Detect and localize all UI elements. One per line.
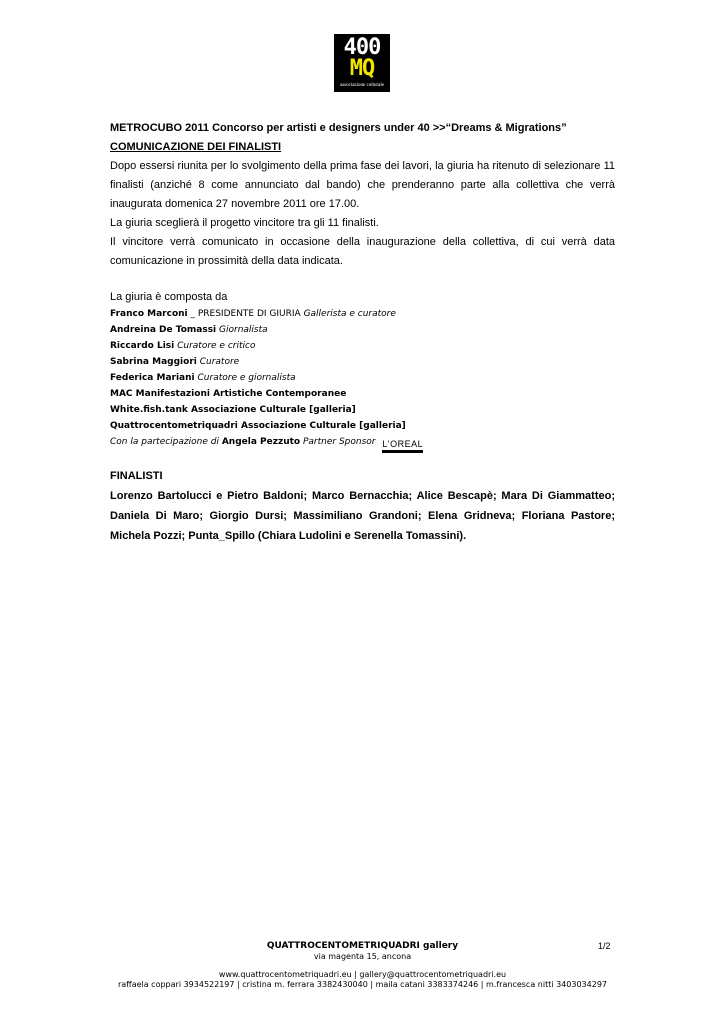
jury-member [110,370,615,386]
jury-member-name: Federica Mariani [110,373,195,383]
jury-member-role: Curatore e giornalista [197,373,296,383]
paragraph-winner-choice: La giuria sceglierà il progetto vincitore tra gli 11 finalisti. [110,217,379,229]
jury-member-extra: _ PRESIDENTE DI GIURIA [187,309,304,319]
jury-member-role: Giornalista [219,325,268,335]
partner-prefix: Con la partecipazione di [110,437,219,447]
document-title: METROCUBO 2011 Concorso per artisti e designers under 40 >>“Dreams & Migrations” [110,122,567,134]
jury-member [110,338,615,354]
jury-org: White.fish.tank Associazione Culturale [galleria] [110,405,356,415]
footer-address: via magenta 15, ancona [313,952,412,961]
logo-top-text: 400 [343,35,381,60]
jury-member [110,354,615,370]
loreal-logo: L'OREAL [382,440,423,453]
jury-member-name: Franco Marconi [110,309,188,319]
partner-name: Angela Pezzuto [221,437,301,447]
jury-member-name: Riccardo Lisi [110,341,175,351]
footer-contacts: raffaela coppari 3934522197 | cristina m. ferrara 3382430040 | maila catani 3383374246 | m.francesca nitti 3403034297 [117,980,608,989]
logo-subtitle: associazione culturale [339,83,384,88]
jury-member [110,306,615,322]
jury-org: Quattrocentometriquadri Associazione Culturale [galleria] [110,421,406,431]
page-number: 1/2 [598,941,611,951]
finalists-section [110,466,615,546]
jury-org: MAC Manifestazioni Artistiche Contemporanee [110,389,347,399]
document-header [110,119,615,271]
finalists-list: Lorenzo Bartolucci e Pietro Baldoni; Marco Bernacchia; Alice Bescapè; Mara Di Giammatteo; Daniela Di Maro; Giorgio Dursi; Massimiliano Grandoni; Elena Gridneva; Floriana Pastore; Michela Pozzi; Punta_Spillo (Chiara Ludolini e Serenella Tomassini). [110,490,615,542]
finalists-heading: FINALISTI [110,470,163,482]
jury-member [110,322,615,338]
jury-member-role: Curatore [199,357,240,367]
paragraph-selection: Dopo essersi riunita per lo svolgimento della prima fase dei lavori, la giuria ha ritenuto di selezionare 11 finalisti (anziché 8 come annunciato dal bando) che prenderanno parte alla collettiva che verrà inaugurata domenica 27 novembre 2011 ore 17.00. [110,160,615,210]
partner-role: Partner Sponsor [302,437,376,447]
logo-bottom-text: MQ [349,56,375,81]
jury-list [110,306,615,453]
jury-member-name: Sabrina Maggiori [110,357,197,367]
footer-web: www.quattrocentometriquadri.eu | gallery@quattrocentometriquadri.eu [218,970,507,979]
paragraph-winner-announcement: Il vincitore verrà comunicato in occasione della inaugurazione della collettiva, di cui verrà data comunicazione in prossimità della data indicata. [110,236,615,267]
jury-member-name: Andreina De Tomassi [110,325,217,335]
document-subtitle: COMUNICAZIONE DEI FINALISTI [110,141,282,153]
jury-member-role: Gallerista e curatore [303,309,396,319]
partner-line [110,434,615,453]
footer-gallery: QUATTROCENTOMETRIQUADRI gallery [266,941,459,951]
logo-400mq [334,34,390,92]
jury-intro: La giuria è composta da [110,291,228,303]
jury-member-role: Curatore e critico [177,341,256,351]
